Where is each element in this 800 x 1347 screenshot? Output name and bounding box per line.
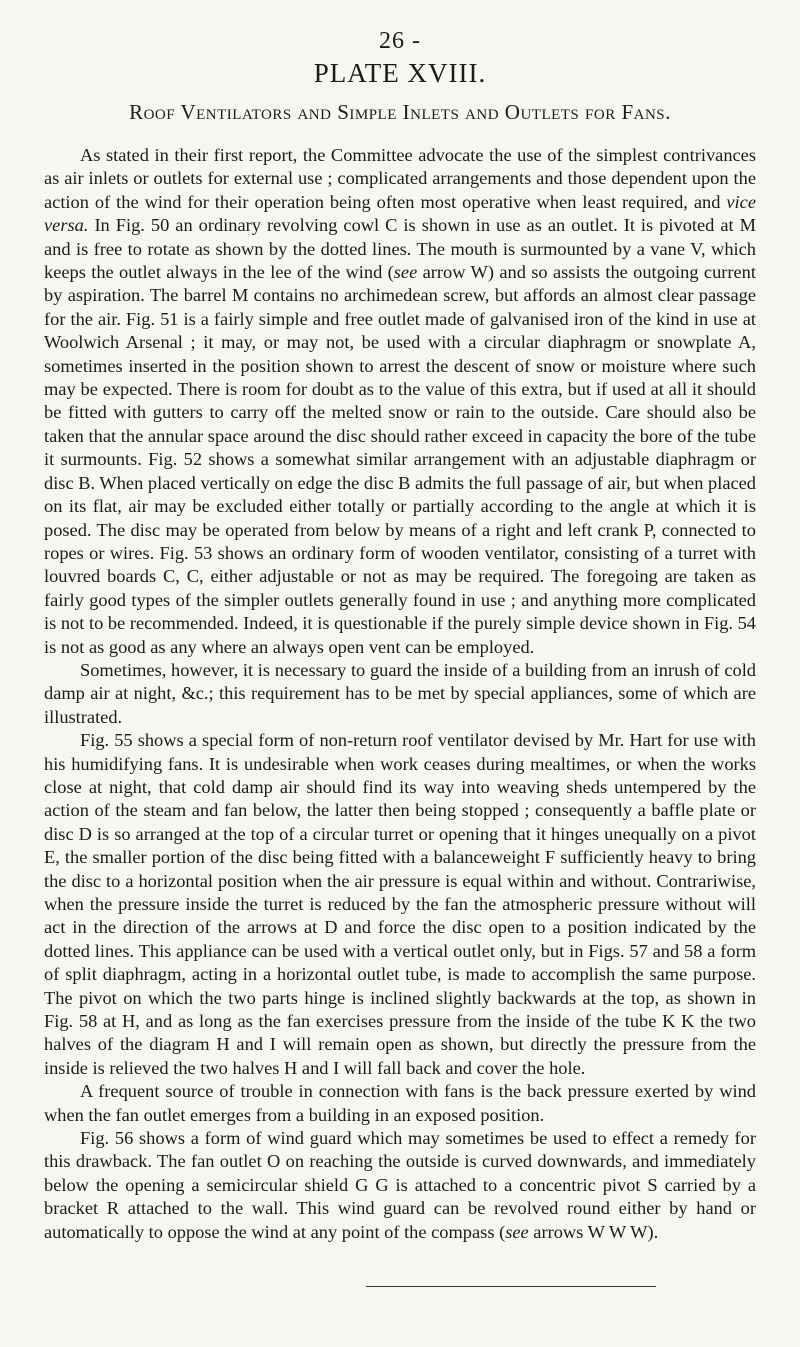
- body-text: [44, 144, 756, 1244]
- paragraph: Fig. 55 shows a special form of non-return roof ventilator devised by Mr. Hart for use with his humidifying fans. It is undesirable when work ceases during mealtimes, or when the works close at night, that cold damp air should find its way into weaving sheds untempered by the action of the steam and fan below, the latter then being stopped ; consequently a baffle plate or disc D is so arranged at the top of a circular turret or opening that it hinges unequally on a pivot E, the smaller portion of the disc being fitted with a balanceweight F sufficiently heavy to bring the disc to a horizontal position when the air pressure is equal within and without. Contrariwise, when the pressure inside the turret is reduced by the fan the atmospheric pressure without will act in the direction of the arrows at D and force the disc open to a position indicated by the dotted lines. This appliance can be used with a vertical outlet only, but in Figs. 57 and 58 a form of split diaphragm, acting in a horizontal outlet tube, is made to accomplish the same purpose. The pivot on which the two parts hinge is inclined slightly backwards at the top, as shown in Fig. 58 at H, and as long as the fan exercises pressure from the inside of the tube K K the two halves of the diagram H and I will remain open as shown, but directly the pressure from the inside is relieved the two halves H and I will fall back and cover the hole.: [44, 730, 756, 1078]
- paragraph: A frequent source of trouble in connection with fans is the back pressure exerted by wind when the fan outlet emerges from a building in an exposed position.: [44, 1081, 756, 1125]
- paragraph: Sometimes, however, it is necessary to guard the inside of a building from an inrush of cold damp air at night, &c.; this requirement has to be met by special appliances, some of which are illustrated.: [44, 659, 756, 727]
- paragraph: As stated in their first report, the Committee advocate the use of the simplest contrivances as air inlets or outlets for external use ; complicated arrangements and those dependent upon the action of the wind for their operation being often most operative when least required, and vice versa. In Fig. 50 an ordinary revolving cowl C is shown in use as an outlet. It is pivoted at M and is free to rotate as shown by the dotted lines. The mouth is surmounted by a vane V, which keeps the outlet always in the lee of the wind (see arrow W) and so assists the outgoing current by aspiration. The barrel M contains no archimedean screw, but affords an almost clear passage for the air. Fig. 51 is a fairly simple and free outlet made of galvanised iron of the kind in use at Woolwich Arsenal ; it may, or may not, be used with a circular diaphragm or snowplate A, sometimes inserted in the position shown to arrest the descent of snow or moisture where such may be expected. There is room for doubt as to the value of this extra, but if used at all it should be fitted with gutters to carry off the melted snow or rain to the outside. Care should also be taken that the annular space around the disc should rather exceed in capacity the bore of the tube it surmounts. Fig. 52 shows a somewhat similar arrangement with an adjustable diaphragm or disc B. When placed vertically on edge the disc B admits the full passage of air, but when placed on its flat, air may be excluded either totally or partially according to the angle at which it is posed. The disc may be operated from below by means of a right and left crank P, connected to ropes or wires. Fig. 53 shows an ordinary form of wooden ventilator, consisting of a turret with louvred boards C, C, either adjustable or not as may be required. The foregoing are taken as fairly good types of the simpler outlets generally found in use ; and anything more complicated is not to be recommended. Indeed, it is questionable if the purely simple device shown in Fig. 54 is not as good as any where an always open vent can be employed.: [44, 145, 756, 657]
- page-number: 26 -: [379, 28, 421, 54]
- paragraph: Fig. 56 shows a form of wind guard which may sometimes be used to effect a remedy for this drawback. The fan outlet O on reaching the outside is curved downwards, and immediately below the opening a semicircular shield G G is attached to a concentric pivot S carried by a bracket R attached to the wall. This wind guard can be revolved round either by hand or automatically to oppose the wind at any point of the compass (see arrows W W W).: [44, 1128, 756, 1242]
- section-title: Roof Ventilators and Simple Inlets and Outlets for Fans.: [129, 100, 671, 124]
- closing-rule: [366, 1286, 656, 1287]
- plate-title: PLATE XVIII.: [313, 58, 487, 88]
